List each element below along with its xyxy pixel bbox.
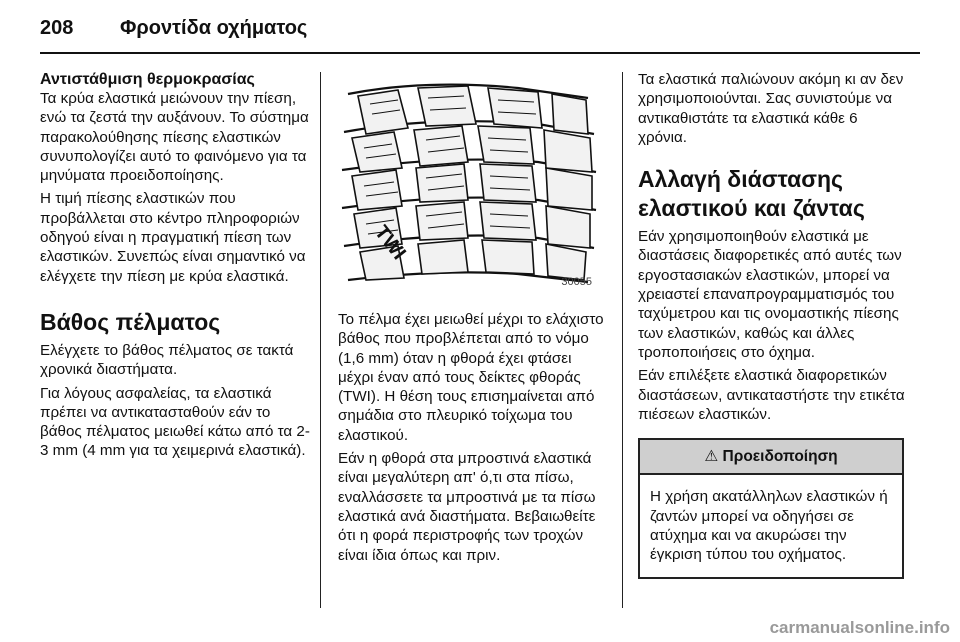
page-title: Φροντίδα οχήματος <box>120 17 308 39</box>
heading-tire-size-change: Αλλαγή διάστασης ελαστικού και ζάντας <box>638 166 865 222</box>
paragraph: Ελέγχετε το βάθος πέλματος σε τακτά χρονικά διαστήματα. <box>40 341 294 379</box>
tire-tread-illustration <box>338 74 600 296</box>
twi-label: TWI <box>370 221 410 264</box>
paragraph: Τα ελαστικά παλιώνουν ακόμη κι αν δεν χρησιμοποιούνται. Σας συνιστούμε να αντικαθιστάτε τα ελαστικά κάθε 6 χρόνια. <box>638 71 904 146</box>
warning-title: Προειδοποίηση <box>722 448 838 466</box>
paragraph: Η τιμή πίεσης ελαστικών που προβάλλεται στο κέντρο πληροφοριών οδηγού είναι η πραγματική πίεση των ελαστικών. Συνεπώς είναι σημαντικό να ελέγχετε την πίεση με κρύα ελαστικά. <box>40 190 306 285</box>
warning-box <box>638 438 904 578</box>
warning-text: Η χρήση ακατάλληλων ελαστικών ή ζαντών μπορεί να οδηγήσει σε ατύχημα και να ακυρώσει την έγκριση τύπου του οχήματος. <box>650 488 888 564</box>
figure-ref-number: 30055 <box>561 275 592 288</box>
paragraph: Για λόγους ασφαλείας, τα ελαστικά πρέπει να αντικατασταθούν εάν το βάθος πέλματος μειωθεί κάτω από τα 2-3 mm (4 mm για τα χειμερινά ελαστικά). <box>40 384 310 460</box>
paragraph: Εάν χρησιμοποιηθούν ελαστικά με διαστάσεις διαφορετικές από αυτές των εργοστασιακών ελαστικών, μπορεί να χρειαστεί επαναπρογραμματισμός του ταχύμετρου και τις ονομαστικής πίεσης των ελαστικών, καθώς και άλλες τροποποιήσεις στο όχημα. <box>638 228 902 361</box>
watermark: carmanualsonline.info <box>769 618 950 637</box>
paragraph: Το πέλμα έχει μειωθεί μέχρι το ελάχιστο βάθος που προβλέπεται από το νόμο (1,6 mm) όταν η φθορά έχει φτάσει μέχρι έναν από τους δείκτες φθοράς (TWI). Η θέση τους επισημαίνεται από σημάδια στο πλευρικό τοίχωμα του ελαστικού. <box>338 311 604 444</box>
column-middle <box>338 70 606 569</box>
warning-triangle-icon: ⚠ <box>704 448 719 466</box>
warning-header <box>640 440 902 475</box>
column-right <box>638 70 908 579</box>
header-rule <box>40 52 920 54</box>
page-header <box>0 0 960 56</box>
paragraph: Εάν η φθορά στα μπροστινά ελαστικά είναι μεγαλύτερη απ' ό,τι στα πίσω, εναλλάσσετε τα μπροστινά με τα πίσω ελαστικά ανά διαστήματα. Βεβαιωθείτε ότι η φορά περιστροφής των τροχών είναι ίδια όπως και πριν. <box>338 450 596 564</box>
heading-temperature-compensation: Αντιστάθμιση θερμοκρασίας <box>40 71 255 88</box>
tire-tread-drawing <box>338 74 600 296</box>
page-number: 208 <box>40 17 74 39</box>
paragraph: Τα κρύα ελαστικά μειώνουν την πίεση, ενώ τα ζεστά την αυξάνουν. Το σύστημα παρακολούθησης πίεσης ελαστικών συνυπολογίζει αυτό το φαινόμενο για τα μηνύματα προειδοποίησης. <box>40 90 309 185</box>
column-divider <box>622 72 623 608</box>
column-left <box>40 70 310 465</box>
paragraph: Εάν επιλέξετε ελαστικά διαφορετικών διαστάσεων, αντικαταστήστε την ετικέτα πιέσεων ελαστικών. <box>638 367 905 423</box>
column-divider <box>320 72 321 608</box>
heading-tread-depth: Βάθος πέλματος <box>40 308 221 335</box>
